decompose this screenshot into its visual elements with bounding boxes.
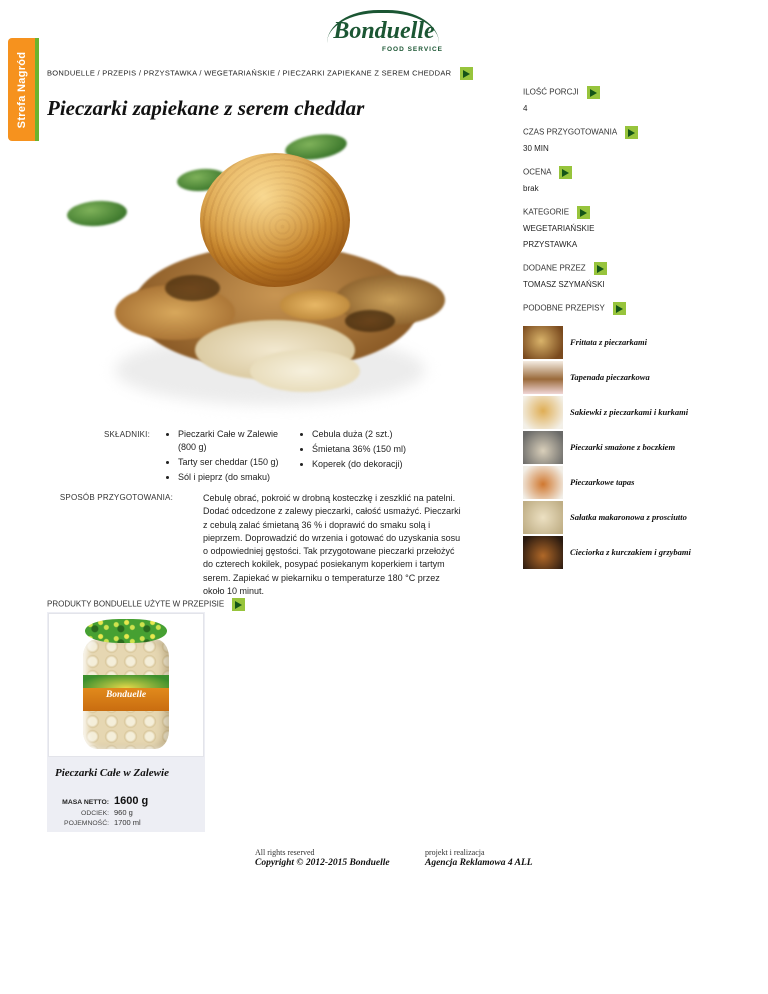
meta-label: CZAS PRZYGOTOWANIA (523, 127, 617, 137)
recipe-thumbnail[interactable] (523, 361, 563, 394)
meta-rating (523, 166, 768, 195)
meta-label: KATEGORIE (523, 207, 570, 217)
product-specs (47, 797, 205, 828)
meta-label: OCENA (523, 167, 552, 177)
meta-arrow-icon[interactable] (559, 166, 572, 179)
logo-wordmark: Bonduelle (333, 18, 435, 44)
jar-label-art (83, 675, 169, 688)
product-card[interactable] (47, 612, 205, 832)
fried-croquette-ball (200, 153, 350, 287)
similar-recipe-title[interactable]: Cieciorka z kurczakiem i grzybami (570, 546, 691, 557)
mushroom-piece (345, 310, 395, 332)
ingredient-item: • Sól i pieprz (do smaku) (178, 471, 292, 484)
mushroom-jar-illustration (76, 619, 176, 751)
jar-label-brand: Bonduelle (105, 690, 147, 700)
ingredient-item: • Cebula duża (2 szt.) (312, 428, 426, 441)
similar-recipe-item[interactable] (523, 465, 768, 499)
meta-label-row (523, 206, 768, 219)
similar-recipe-title[interactable]: Tapenada pieczarkowa (570, 371, 650, 382)
bonduelle-logo[interactable] (319, 8, 449, 58)
meta-label-row (523, 262, 768, 275)
footer-agency-text[interactable]: Agencja Reklamowa 4 ALL (425, 858, 533, 868)
similar-recipe-item[interactable] (523, 325, 768, 359)
similar-recipe-title[interactable]: Sakiewki z pieczarkami i kurkami (570, 406, 689, 417)
meta-category-link[interactable]: WEGETARIAŃSKIE (523, 224, 595, 233)
similar-arrow-icon[interactable] (613, 302, 626, 315)
meta-arrow-icon[interactable] (625, 126, 638, 139)
meta-value: brak (523, 184, 539, 193)
cheese-shreds (250, 350, 360, 392)
spec-value: 1600 g (114, 795, 149, 807)
meta-added-by (523, 262, 768, 291)
footer-rights-text: All rights reserved (255, 848, 315, 857)
rewards-zone-label: Strefa Nagród (15, 51, 28, 128)
logo-tagline: FOOD SERVICE (381, 46, 443, 53)
ingredients-section (47, 428, 432, 486)
spec-value: 1700 ml (114, 818, 141, 827)
mushroom-piece (165, 275, 220, 301)
ingredients-label: SKŁADNIKI: (103, 430, 150, 439)
similar-recipes-header (523, 302, 768, 315)
breadcrumb-text[interactable]: BONDUELLE / PRZEPIS / PRZYSTAWKA / WEGETARIAŃSKIE / PIECZARKI ZAPIEKANE Z SEREM CHEDDAR (47, 68, 452, 78)
spec-row (47, 818, 205, 827)
jar-lid (85, 619, 167, 643)
similar-recipe-title[interactable]: Sałatka makaronowa z prosciutto (570, 511, 687, 522)
mushroom-piece (280, 290, 350, 320)
meta-arrow-icon[interactable] (587, 86, 600, 99)
meta-label-row (523, 166, 768, 179)
similar-header-text: PODOBNE PRZEPISY (523, 303, 605, 313)
similar-recipe-title[interactable]: Pieczarki smażone z boczkiem (570, 441, 676, 452)
ingredient-item: • Koperek (do dekoracji) (312, 458, 426, 471)
preparation-text: Cebulę obrać, pokroić w drobną kosteczkę i zeszklić na patelni. Dodać odcedzone z zalewy pieczarki, całość usmażyć. Pieczarki z cebulą zalać śmietaną 36 % i doprawić do smaku solą i pieprzem. Doprowadzić do wrzenia i gotować do uzyskania sosu o odpowiedniej gęstości. Tak przygotowane pieczarki przełożyć do czterech kokilek, posypać posiekanym koperkiem i tartym serem. Zapiekać w piekarniku o temperaturze 180 °C przez około 10 minut. (203, 493, 461, 597)
recipe-thumbnail[interactable] (523, 396, 563, 429)
recipe-thumbnail[interactable] (523, 326, 563, 359)
breadcrumb[interactable] (47, 67, 473, 80)
footer-copyright-text: Copyright © 2012-2015 Bonduelle (255, 858, 390, 868)
product-image[interactable] (48, 613, 204, 757)
page-title: Pieczarki zapiekane z serem cheddar (47, 96, 365, 121)
recipe-thumbnail[interactable] (523, 501, 563, 534)
meta-value: 30 MIN (523, 144, 549, 153)
meta-label-row (523, 86, 768, 99)
recipe-thumbnail[interactable] (523, 536, 563, 569)
spec-row (47, 808, 205, 817)
footer-credits-label: projekt i realizacja (425, 848, 485, 857)
products-header-text: PRODUKTY BONDUELLE UŻYTE W PRZEPISIE (47, 599, 225, 609)
meta-label-row (523, 126, 768, 139)
meta-arrow-icon[interactable] (594, 262, 607, 275)
spec-label: POJEMNOŚĆ: (64, 820, 109, 827)
ingredient-item: • Pieczarki Całe w Zalewie (800 g) (178, 428, 292, 454)
recipe-photo (45, 125, 485, 420)
jar-label (83, 675, 169, 711)
footer-credits (425, 848, 533, 868)
recipe-meta-sidebar (523, 86, 768, 570)
ingredient-item: • Tarty ser cheddar (150 g) (178, 456, 292, 469)
breadcrumb-arrow-icon[interactable] (460, 67, 473, 80)
meta-prep-time (523, 126, 768, 155)
meta-label: DODANE PRZEZ (523, 263, 586, 273)
product-title[interactable]: Pieczarki Całe w Zalewie (55, 767, 169, 779)
similar-recipe-item[interactable] (523, 360, 768, 394)
preparation-label: SPOSÓB PRZYGOTOWANIA: (59, 493, 173, 502)
green-sauce-dot (66, 199, 128, 228)
meta-value: 4 (523, 104, 528, 113)
meta-portions (523, 86, 768, 115)
ingredient-item: • Śmietana 36% (150 ml) (312, 443, 426, 456)
meta-category-link[interactable]: PRZYSTAWKA (523, 240, 578, 249)
spec-label: MASA NETTO: (62, 799, 109, 806)
spec-value: 960 g (114, 808, 133, 817)
recipe-thumbnail[interactable] (523, 431, 563, 464)
meta-author: TOMASZ SZYMAŃSKI (523, 280, 605, 289)
recipe-thumbnail[interactable] (523, 466, 563, 499)
meta-label: ILOŚĆ PORCJI (523, 87, 579, 97)
similar-recipe-title[interactable]: Pieczarkowe tapas (570, 476, 635, 487)
spec-row (47, 797, 205, 807)
ingredients-list-col1 (164, 428, 292, 484)
similar-recipe-item[interactable] (523, 535, 768, 569)
spec-label: ODCIEK: (81, 810, 109, 817)
meta-arrow-icon[interactable] (577, 206, 590, 219)
preparation-section (47, 492, 461, 598)
rewards-zone-tab[interactable] (8, 38, 39, 141)
similar-recipe-item[interactable] (523, 395, 768, 429)
meta-categories (523, 206, 768, 251)
products-arrow-icon[interactable] (232, 598, 245, 611)
similar-recipe-item[interactable] (523, 500, 768, 534)
products-header (47, 598, 245, 611)
similar-recipe-title[interactable]: Frittata z pieczarkami (570, 336, 647, 347)
footer-copyright (255, 848, 390, 868)
ingredients-list-col2 (298, 428, 426, 471)
similar-recipe-item[interactable] (523, 430, 768, 464)
